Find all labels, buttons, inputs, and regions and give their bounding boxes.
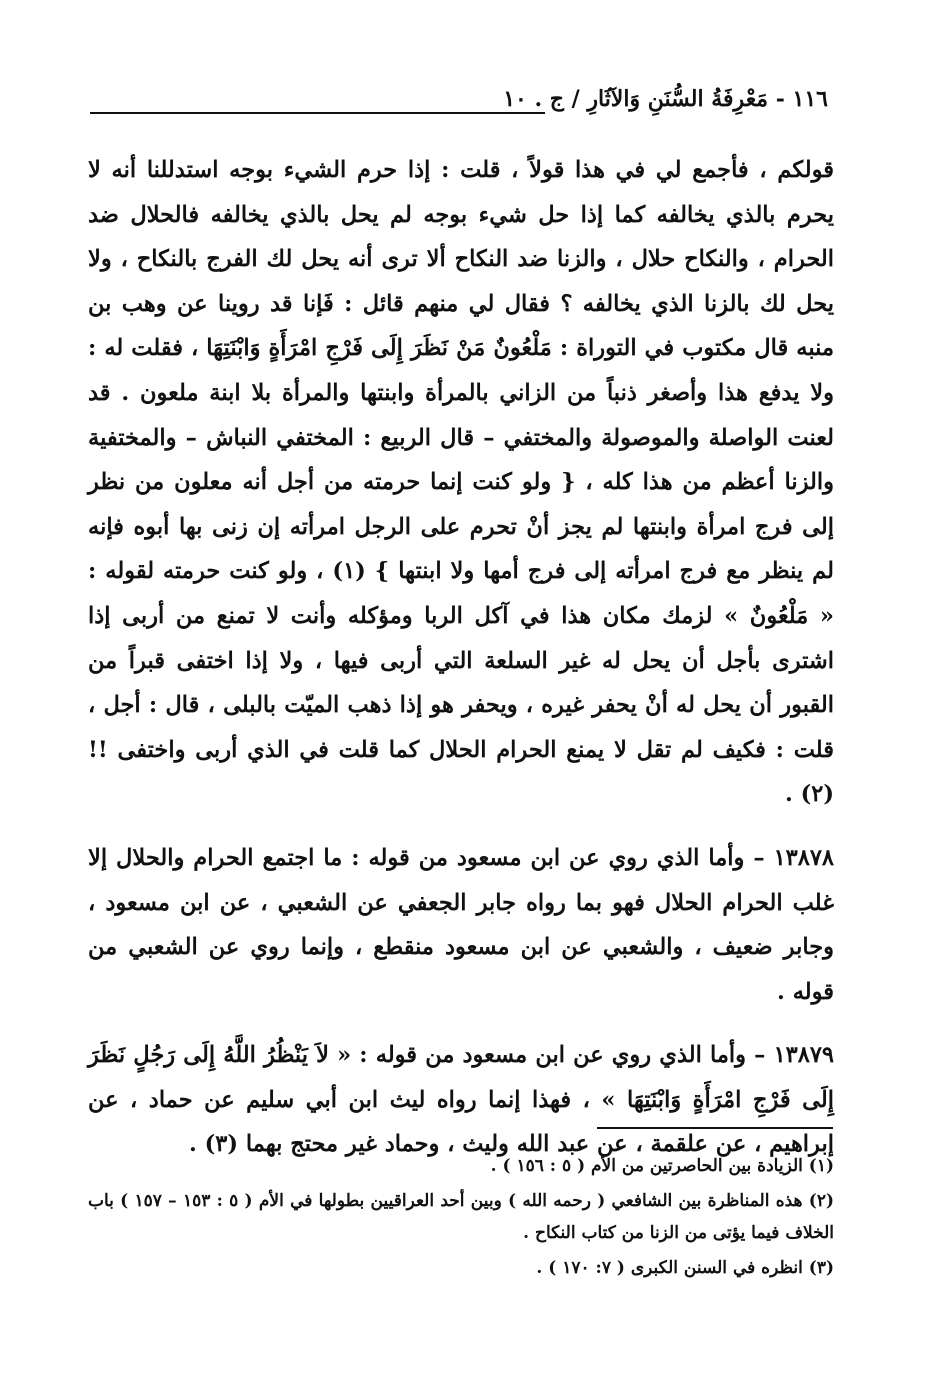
paragraph-3: ١٣٨٧٩ – وأما الذي روي عن ابن مسعود من قوله : « لاَ يَنْظُرُ اللَّهُ إِلَى رَجُلٍ نَظَرَ إِلَى فَرْجِ امْرَأَةٍ وَابْنَتِهَا » ، فهذا إنما رواه ليث ابن أبي سليم عن حماد ، عن إبراهيم ، عن علقمة ، عن عبد الله وليث ، وحماد غير محتج بهما (٣) . (88, 1042, 834, 1158)
footnotes (88, 1150, 834, 1287)
main-text (88, 148, 834, 1167)
footnote-rule (597, 1127, 833, 1129)
running-header: ١١٦ - مَعْرِفَةُ السُّنَنِ وَالآثَارِ / ج . ١٠ (503, 86, 828, 112)
footnote-1: (١) الزيادة بين الحاصرتين من الأم ( ٥ : ١٥٦ ) . (490, 1156, 834, 1176)
footnote-2: (٢) هذه المناظرة بين الشافعي ( رحمه الله ) وبين أحد العراقيين بطولها في الأم ( ٥ : ١٥٣ – ١٥٧ ) باب الخلاف فيما يؤتى من الزنا من كتاب النكاح . (88, 1191, 834, 1243)
paragraph-2: ١٣٨٧٨ – وأما الذي روي عن ابن مسعود من قوله : ما اجتمع الحرام والحلال إلا غلب الحرام الحلال فهو بما رواه جابر الجعفي عن الشعبي ، عن ابن مسعود ، وجابر ضعيف ، والشعبي عن ابن مسعود منقطع ، وإنما روي عن الشعبي من قوله . (88, 844, 834, 1005)
paragraph-1: قولكم ، فأجمع لي في هذا قولاً ، قلت : إذا حرم الشيء بوجه استدللنا أنه لا يحرم بالذي يخالفه كما إذا حل شيء بوجه لم يحل بالذي يخالفه فالحلال ضد الحرام ، والنكاح حلال ، والزنا ضد النكاح ألا ترى أنه يحل لك الفرج بالنكاح ، ولا يحل لك بالزنا الذي يخالفه ؟ فقال لي منهم قائل : فَإنا قد روينا عن وهب بن منبه قال مكتوب في التوراة : مَلْعُونٌ مَنْ نَظَرَ إِلَى فَرْجِ امْرَأَةٍ وَابْنَتِهَا ، فقلت له : ولا يدفع هذا وأصغر ذنباً من الزاني بالمرأة وابنتها والمرأة بلا ابنة ملعون . قد لعنت الواصلة والموصولة والمختفي – قال الربيع : المختفي النباش – والمختفية والزنا أعظم من هذا كله ، { ولو كنت إنما حرمته من أجل أنه معلون من نظر إلى فرج امرأة وابنتها لم يجز أنْ تحرم على الرجل امرأته إن زنى بها أبوه فإنه لم ينظر مع فرج امرأته إلى فرج أمها ولا ابنتها } (١) ، ولو كنت حرمته لقوله : « مَلْعُونٌ » لزمك مكان هذا في آكل الربا ومؤكله وأنت لا تمنع من أربى إذا اشترى بأجل أن يحل له غير السلعة التي أربى فيها ، ولا إذا اختفى قبراً من القبور أن يحل له أنْ يحفر غيره ، ويحفر هو إذا ذهب الميّت بالبلى ، قال : أجل ، قلت : فكيف لم تقل لا يمنع الحرام الحلال كما قلت في الذي أربى واختفى !! (٢) . (88, 157, 834, 808)
footnote-3: (٣) انظره في السنن الكبرى ( ٧: ١٧٠ ) . (536, 1258, 834, 1278)
page-header (90, 82, 828, 122)
header-rule (90, 112, 545, 114)
